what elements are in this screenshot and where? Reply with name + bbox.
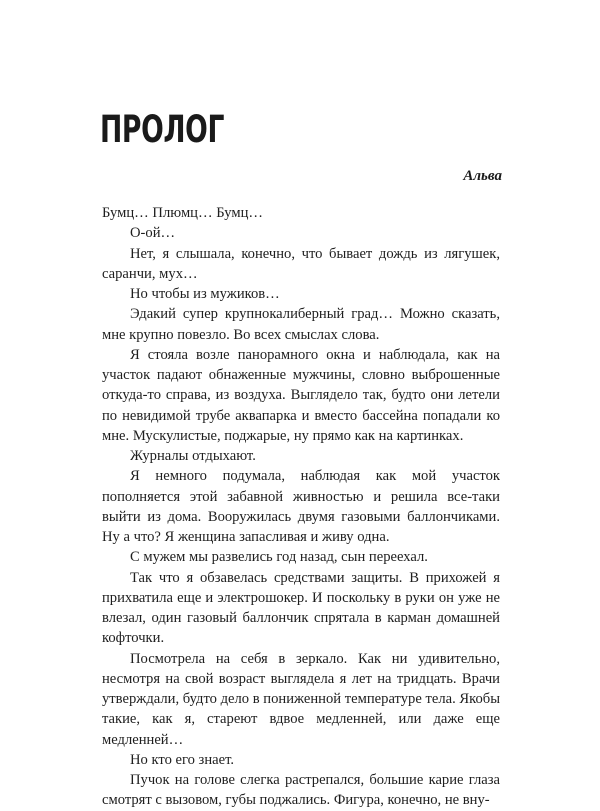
paragraph-5: Эдакий супер крупнокалиберный град… Можно сказать, мне крупно повезло. Во всех смыслах слова. bbox=[102, 306, 500, 343]
paragraph-1: Бумц… Плюмц… Бумц… bbox=[102, 205, 263, 221]
paragraph-9: С мужем мы развелись год назад, сын переехал. bbox=[130, 549, 428, 566]
paragraph-7: Журналы отдыхают. bbox=[130, 448, 256, 464]
narrator-name: Альва bbox=[463, 168, 502, 184]
paragraph-6: Я стояла возле панорамного окна и наблюдала, как на участок падают обнаженные мужчины, словно выброшенные откуда-то справа, из воздуха. Выглядело так, будто они летели по невидимой трубе аквапарка и вместо бассейна попадали ко мне. Мускулистые, поджарые, ну прямо как на картинках. bbox=[102, 346, 500, 444]
paragraph-11: Посмотрела на себя в зеркало. Как ни удивительно, несмотря на свой возраст выглядела я лет на тридцать. Врачи утверждали, будто дело в пониженной температуре тела. Якобы такие, как я, стареют вдвое медленней, или даже еще медленней… bbox=[102, 650, 500, 748]
paragraph-10: Так что я обзавелась средствами защиты. В прихожей я прихватила еще и электрошокер. И поскольку в руки он уже не влезал, один газовый баллончик спрятала в карман домашней кофточки. bbox=[102, 569, 500, 647]
paragraph-8: Я немного подумала, наблюдая как мой участок пополняется этой забавной живностью и решила все-таки выйти из дома. Вооружилась двумя газовыми баллончиками. Ну а что? Я женщина запасливая и живу одна. bbox=[102, 468, 500, 545]
paragraph-4: Но чтобы из мужиков… bbox=[130, 286, 280, 302]
paragraph-2: О-ой… bbox=[130, 225, 176, 242]
chapter-title: ПРОЛОГ bbox=[100, 108, 225, 151]
paragraph-3: Нет, я слышала, конечно, что бывает дождь из лягушек, саранчи, мух… bbox=[102, 245, 500, 282]
paragraph-12: Но кто его знает. bbox=[130, 751, 235, 768]
paragraph-13: Пучок на голове слегка растрепался, большие карие глаза смотрят с вызовом, губы поджались. Фигура, конечно, не вну- bbox=[102, 772, 500, 809]
body-text bbox=[102, 203, 500, 811]
